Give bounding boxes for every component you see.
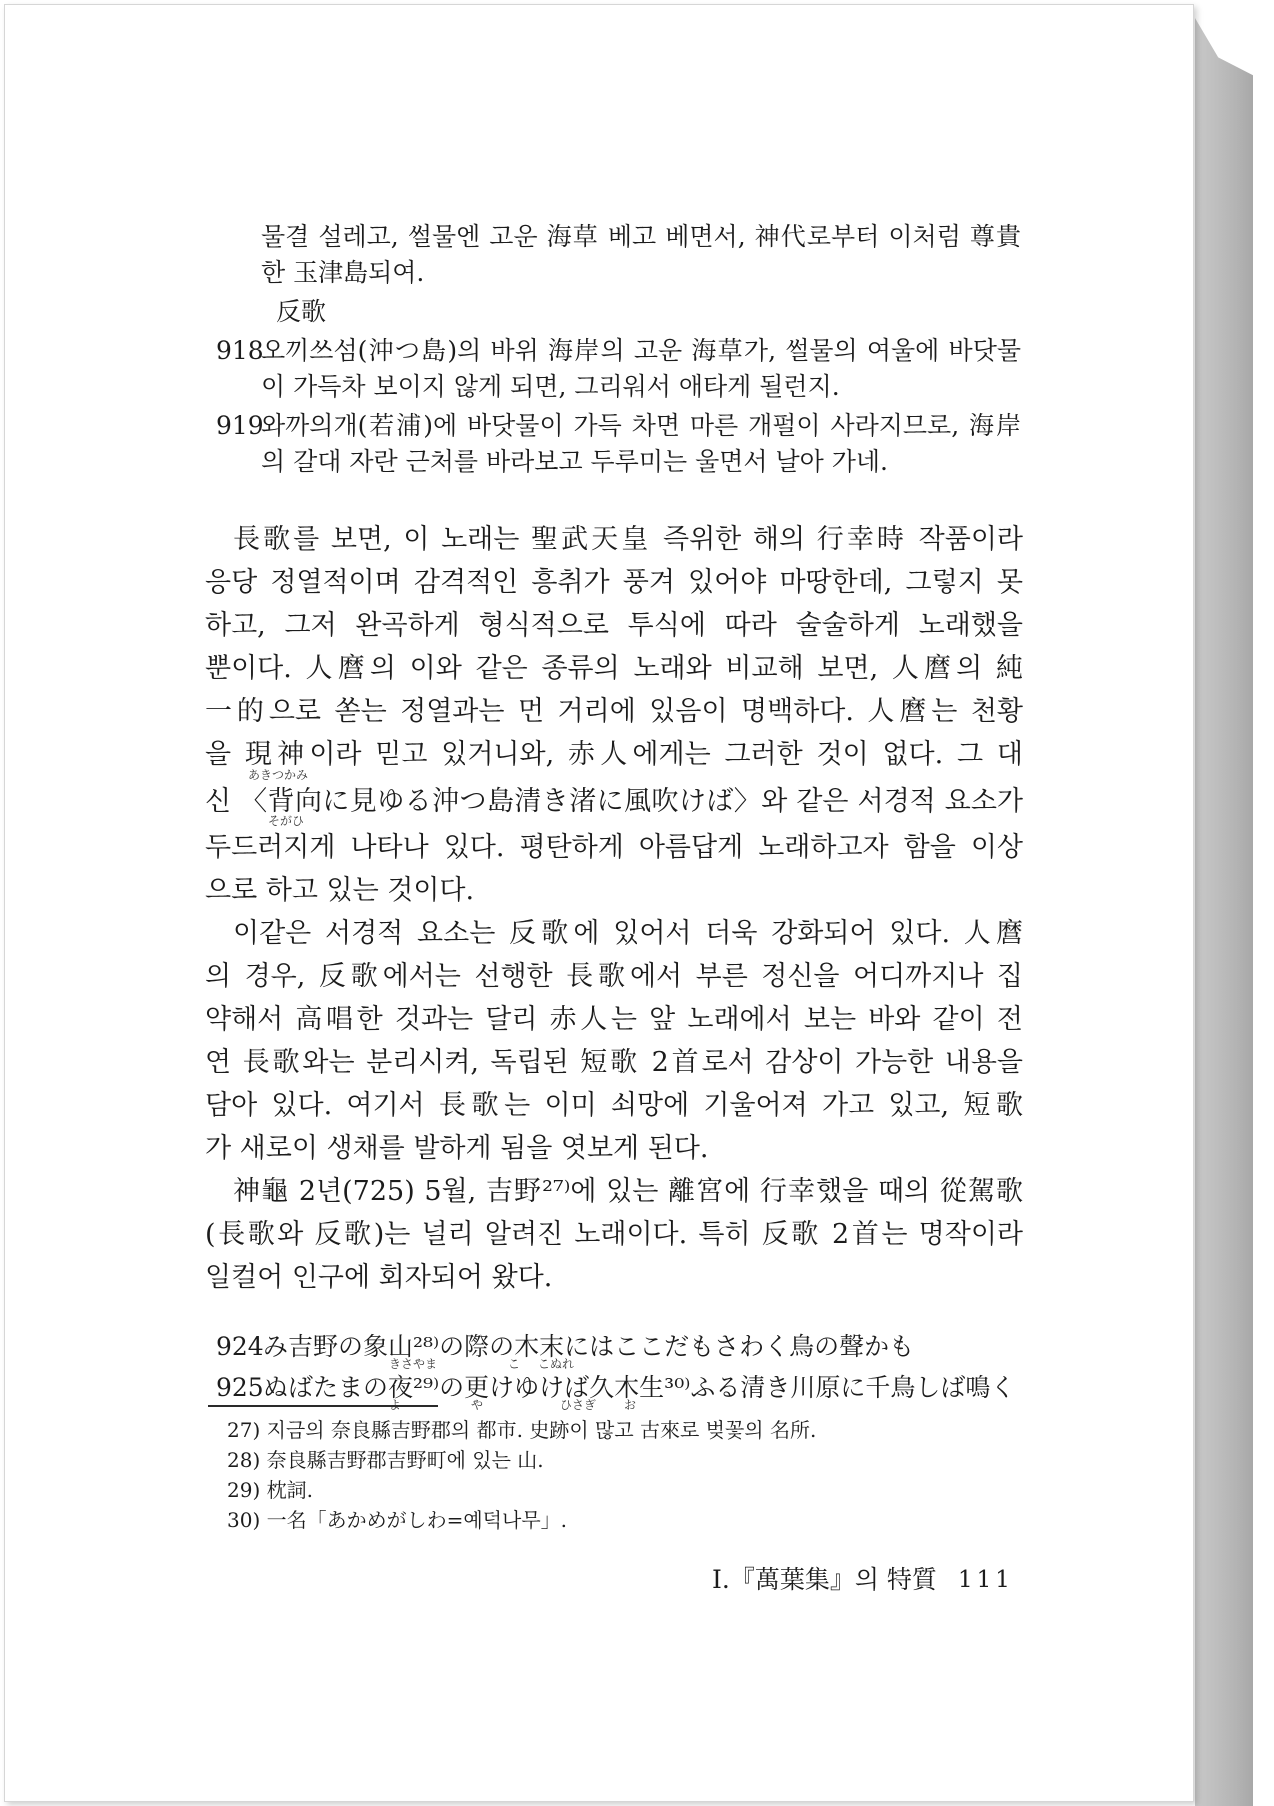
body-line: 一的으로 쏟는 정열과는 먼 거리에 있음이 명백하다. 人麿는 천황 <box>205 696 1023 727</box>
body-line: 神龜 2년(725) 5월, 吉野²⁷⁾에 있는 離宮에 行幸했을 때의 從駕歌 <box>233 1176 1023 1207</box>
body-line: 일컬어 인구에 회자되어 왔다. <box>205 1262 553 1293</box>
body-line: 으로 하고 있는 것이다. <box>205 875 475 906</box>
footnote: 30) 一名「あかめがしわ=예덕나무」. <box>227 1508 568 1532</box>
poem-925-text: ぬばたまの夜²⁹⁾の更けゆけば久木生³⁰⁾ふる清き川原に千鳥しば鳴く <box>263 1373 1016 1402</box>
body-line: 담아 있다. 여기서 長歌는 이미 쇠망에 기울어져 가고 있고, 短歌 <box>205 1090 1023 1121</box>
body-line: 약해서 高唱한 것과는 달리 赤人는 앞 노래에서 보는 바와 같이 전 <box>205 1004 1023 1035</box>
body-line: 뿐이다. 人麿의 이와 같은 종류의 노래와 비교해 보면, 人麿의 純 <box>205 653 1023 684</box>
footnote: 28) 奈良縣吉野郡吉野町에 있는 山. <box>227 1448 544 1472</box>
footnote: 29) 枕詞. <box>227 1478 313 1502</box>
poem-number: 918 <box>216 336 264 365</box>
poem-918-line: 오끼쓰섬(沖つ島)의 바위 海岸의 고운 海草가, 썰물의 여울에 바닷물 <box>261 336 1021 365</box>
furigana: そがひ <box>268 814 305 828</box>
poem-number: 919 <box>216 411 264 440</box>
body-line: 응당 정열적이며 감격적인 흥취가 풍겨 있어야 마땅한데, 그렇지 못 <box>205 567 1023 598</box>
poem-919-line: 와까의개(若浦)에 바닷물이 가득 차면 마른 개펄이 사라지므로, 海岸 <box>261 411 1021 440</box>
furigana: こぬれ <box>538 1357 575 1371</box>
running-head: Ⅰ.『萬葉集』의 特質 <box>712 1565 937 1594</box>
book-edge <box>1195 18 1253 1806</box>
body-line: 두드러지게 나타나 있다. 평탄하게 아름답게 노래하고자 함을 이상 <box>205 832 1023 863</box>
body-line: 長歌를 보면, 이 노래는 聖武天皇 즉위한 해의 行幸時 작품이라 <box>233 524 1023 555</box>
furigana: や <box>471 1398 484 1412</box>
poem-continuation-line: 물결 설레고, 썰물엔 고운 海草 베고 베면서, 神代로부터 이처럼 尊貴 <box>261 222 1021 251</box>
poem-continuation-line: 한 玉津島되여. <box>261 258 425 287</box>
furigana: こ <box>508 1357 521 1371</box>
book-page <box>4 4 1194 1802</box>
poem-918-line: 이 가득차 보이지 않게 되면, 그리워서 애타게 될런지. <box>261 372 840 401</box>
footnote: 27) 지금의 奈良縣吉野郡의 都市. 史跡이 많고 古來로 벚꽃의 名所. <box>227 1418 817 1442</box>
body-line: 신 〈背向に見ゆる沖つ島清き渚に風吹けば〉와 같은 서경적 요소가 <box>205 786 1023 817</box>
body-line: 이같은 서경적 요소는 反歌에 있어서 더욱 강화되어 있다. 人麿 <box>233 918 1023 949</box>
furigana: ひさぎ <box>560 1398 597 1412</box>
hanka-heading: 反歌 <box>276 297 327 326</box>
body-line: 을 現神이라 믿고 있거니와, 赤人에게는 그러한 것이 없다. 그 대 <box>205 739 1023 770</box>
poem-number: 924 <box>216 1332 264 1361</box>
footnote-rule <box>208 1405 438 1407</box>
body-line: 연 長歌와는 분리시켜, 독립된 短歌 2首로서 감상이 가능한 내용을 <box>205 1047 1023 1078</box>
furigana: あきつかみ <box>248 768 309 782</box>
poem-924-text: み吉野の象山²⁸⁾の際の木末にはここだもさわく鳥の聲かも <box>263 1332 915 1361</box>
furigana: きさやま <box>389 1357 438 1371</box>
body-line: 의 경우, 反歌에서는 선행한 長歌에서 부른 정신을 어디까지나 집 <box>205 961 1023 992</box>
body-line: 하고, 그저 완곡하게 형식적으로 투식에 따라 술술하게 노래했을 <box>205 610 1023 641</box>
body-line: (長歌와 反歌)는 널리 알려진 노래이다. 특히 反歌 2首는 명작이라 <box>205 1219 1023 1250</box>
furigana: お <box>624 1398 637 1412</box>
poem-number: 925 <box>216 1373 264 1402</box>
page-number: 111 <box>958 1567 1014 1593</box>
poem-919-line: 의 갈대 자란 근처를 바라보고 두루미는 울면서 날아 가네. <box>261 447 888 476</box>
body-line: 가 새로이 생채를 발하게 됨을 엿보게 된다. <box>205 1133 709 1164</box>
